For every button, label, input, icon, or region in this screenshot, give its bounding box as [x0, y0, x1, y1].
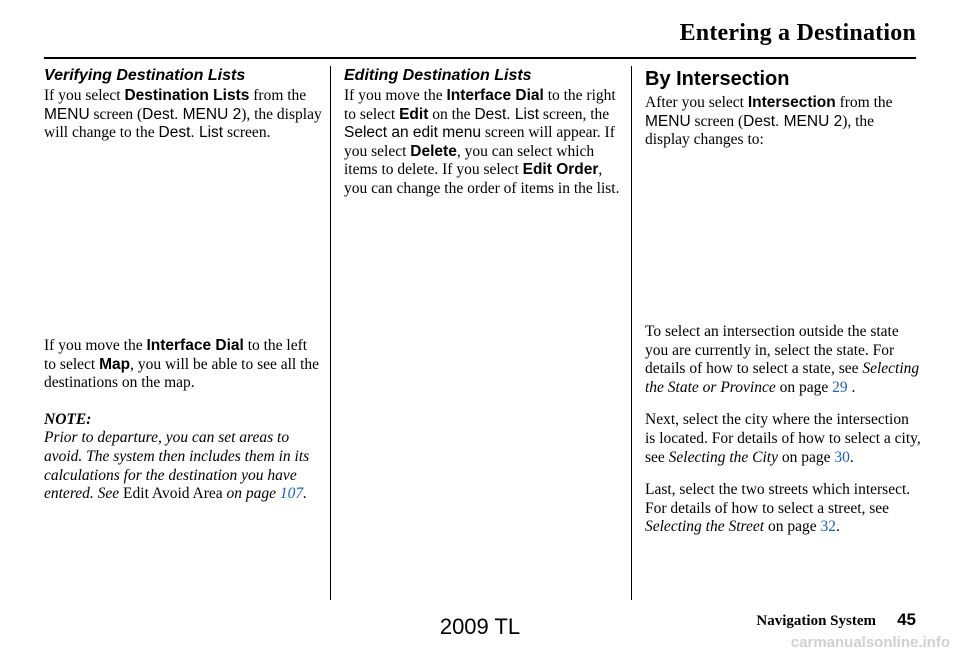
by-intersection-heading: By Intersection	[645, 68, 790, 90]
model-watermark: 2009 TL	[439, 614, 521, 639]
dest-list-term: Dest. List	[158, 124, 224, 142]
dest-menu-2-term: Dest. MENU 2	[142, 105, 242, 123]
header-rule	[44, 57, 916, 59]
note-text: Prior to departure, you can set areas to avoid. The system then includes them in its calculations for the destination you have entered. See Edit Avoid Area on page 107.	[44, 429, 310, 503]
left-column	[44, 66, 322, 143]
map-term: Map	[99, 355, 131, 373]
editing-heading: Editing Destination Lists	[344, 67, 532, 84]
left-map-paragraph: If you move the Interface Dial to the left to select Map, you will be able to see all the destinations on the map. NOTE: Prior to departure, you can set areas to avoid. The system then includes them in its calculations for the destination you have entered. See Edit Avoid Area on page 107.	[44, 337, 322, 504]
select-edit-menu-term: Select an edit menu	[344, 124, 482, 142]
column-divider-2	[631, 66, 632, 600]
delete-term: Delete	[410, 142, 457, 160]
note-label: NOTE:	[44, 410, 92, 428]
state-paragraph: To select an intersection outside the state you are currently in, select the state. For details of how to select a state, see Selecting the State or Province on page 29 .	[645, 323, 920, 396]
intersection-term: Intersection	[747, 94, 836, 111]
middle-column	[344, 66, 622, 199]
page-number: 45	[897, 610, 916, 629]
city-paragraph: Next, select the city where the intersection is located. For details of how to select a city, see Selecting the City on page 30.	[645, 411, 921, 466]
menu-term: MENU	[44, 105, 90, 123]
destination-lists-term: Destination Lists	[124, 87, 250, 104]
page-link-107[interactable]: 107	[279, 485, 304, 503]
page-header-title: Entering a Destination	[679, 20, 916, 46]
right-column	[645, 66, 921, 150]
edit-order-term: Edit Order	[522, 161, 599, 179]
page-link-29[interactable]: 29	[832, 378, 848, 396]
page-link-30[interactable]: 30	[834, 448, 850, 466]
editing-paragraph: If you move the Interface Dial to the right to select Edit on the Dest. List screen, the Select an edit menu screen will appear. If you select Delete, you can select which items to delete. If you select Edit Order, you can change the order of items in the list.	[344, 87, 620, 197]
edit-term: Edit	[399, 105, 429, 123]
verifying-heading: Verifying Destination Lists	[44, 67, 246, 84]
edit-avoid-area-ref: Edit Avoid Area	[123, 485, 223, 503]
page-link-32[interactable]: 32	[820, 518, 836, 536]
column-divider-1	[330, 66, 331, 600]
footer-label: Navigation System	[756, 613, 876, 629]
interface-dial-term: Interface Dial	[146, 337, 244, 354]
street-paragraph: Last, select the two streets which intersect. For details of how to select a street, see Selecting the Street on page 32.	[645, 481, 911, 536]
intersection-intro: After you select Intersection from the MENU screen (Dest. MENU 2), the display changes to:	[645, 94, 893, 149]
site-watermark: carmanualsonline.info	[790, 634, 950, 651]
right-steps	[645, 323, 921, 537]
verifying-paragraph: If you select Destination Lists from the MENU screen (Dest. MENU 2), the display will change to the Dest. List screen.	[44, 87, 322, 142]
